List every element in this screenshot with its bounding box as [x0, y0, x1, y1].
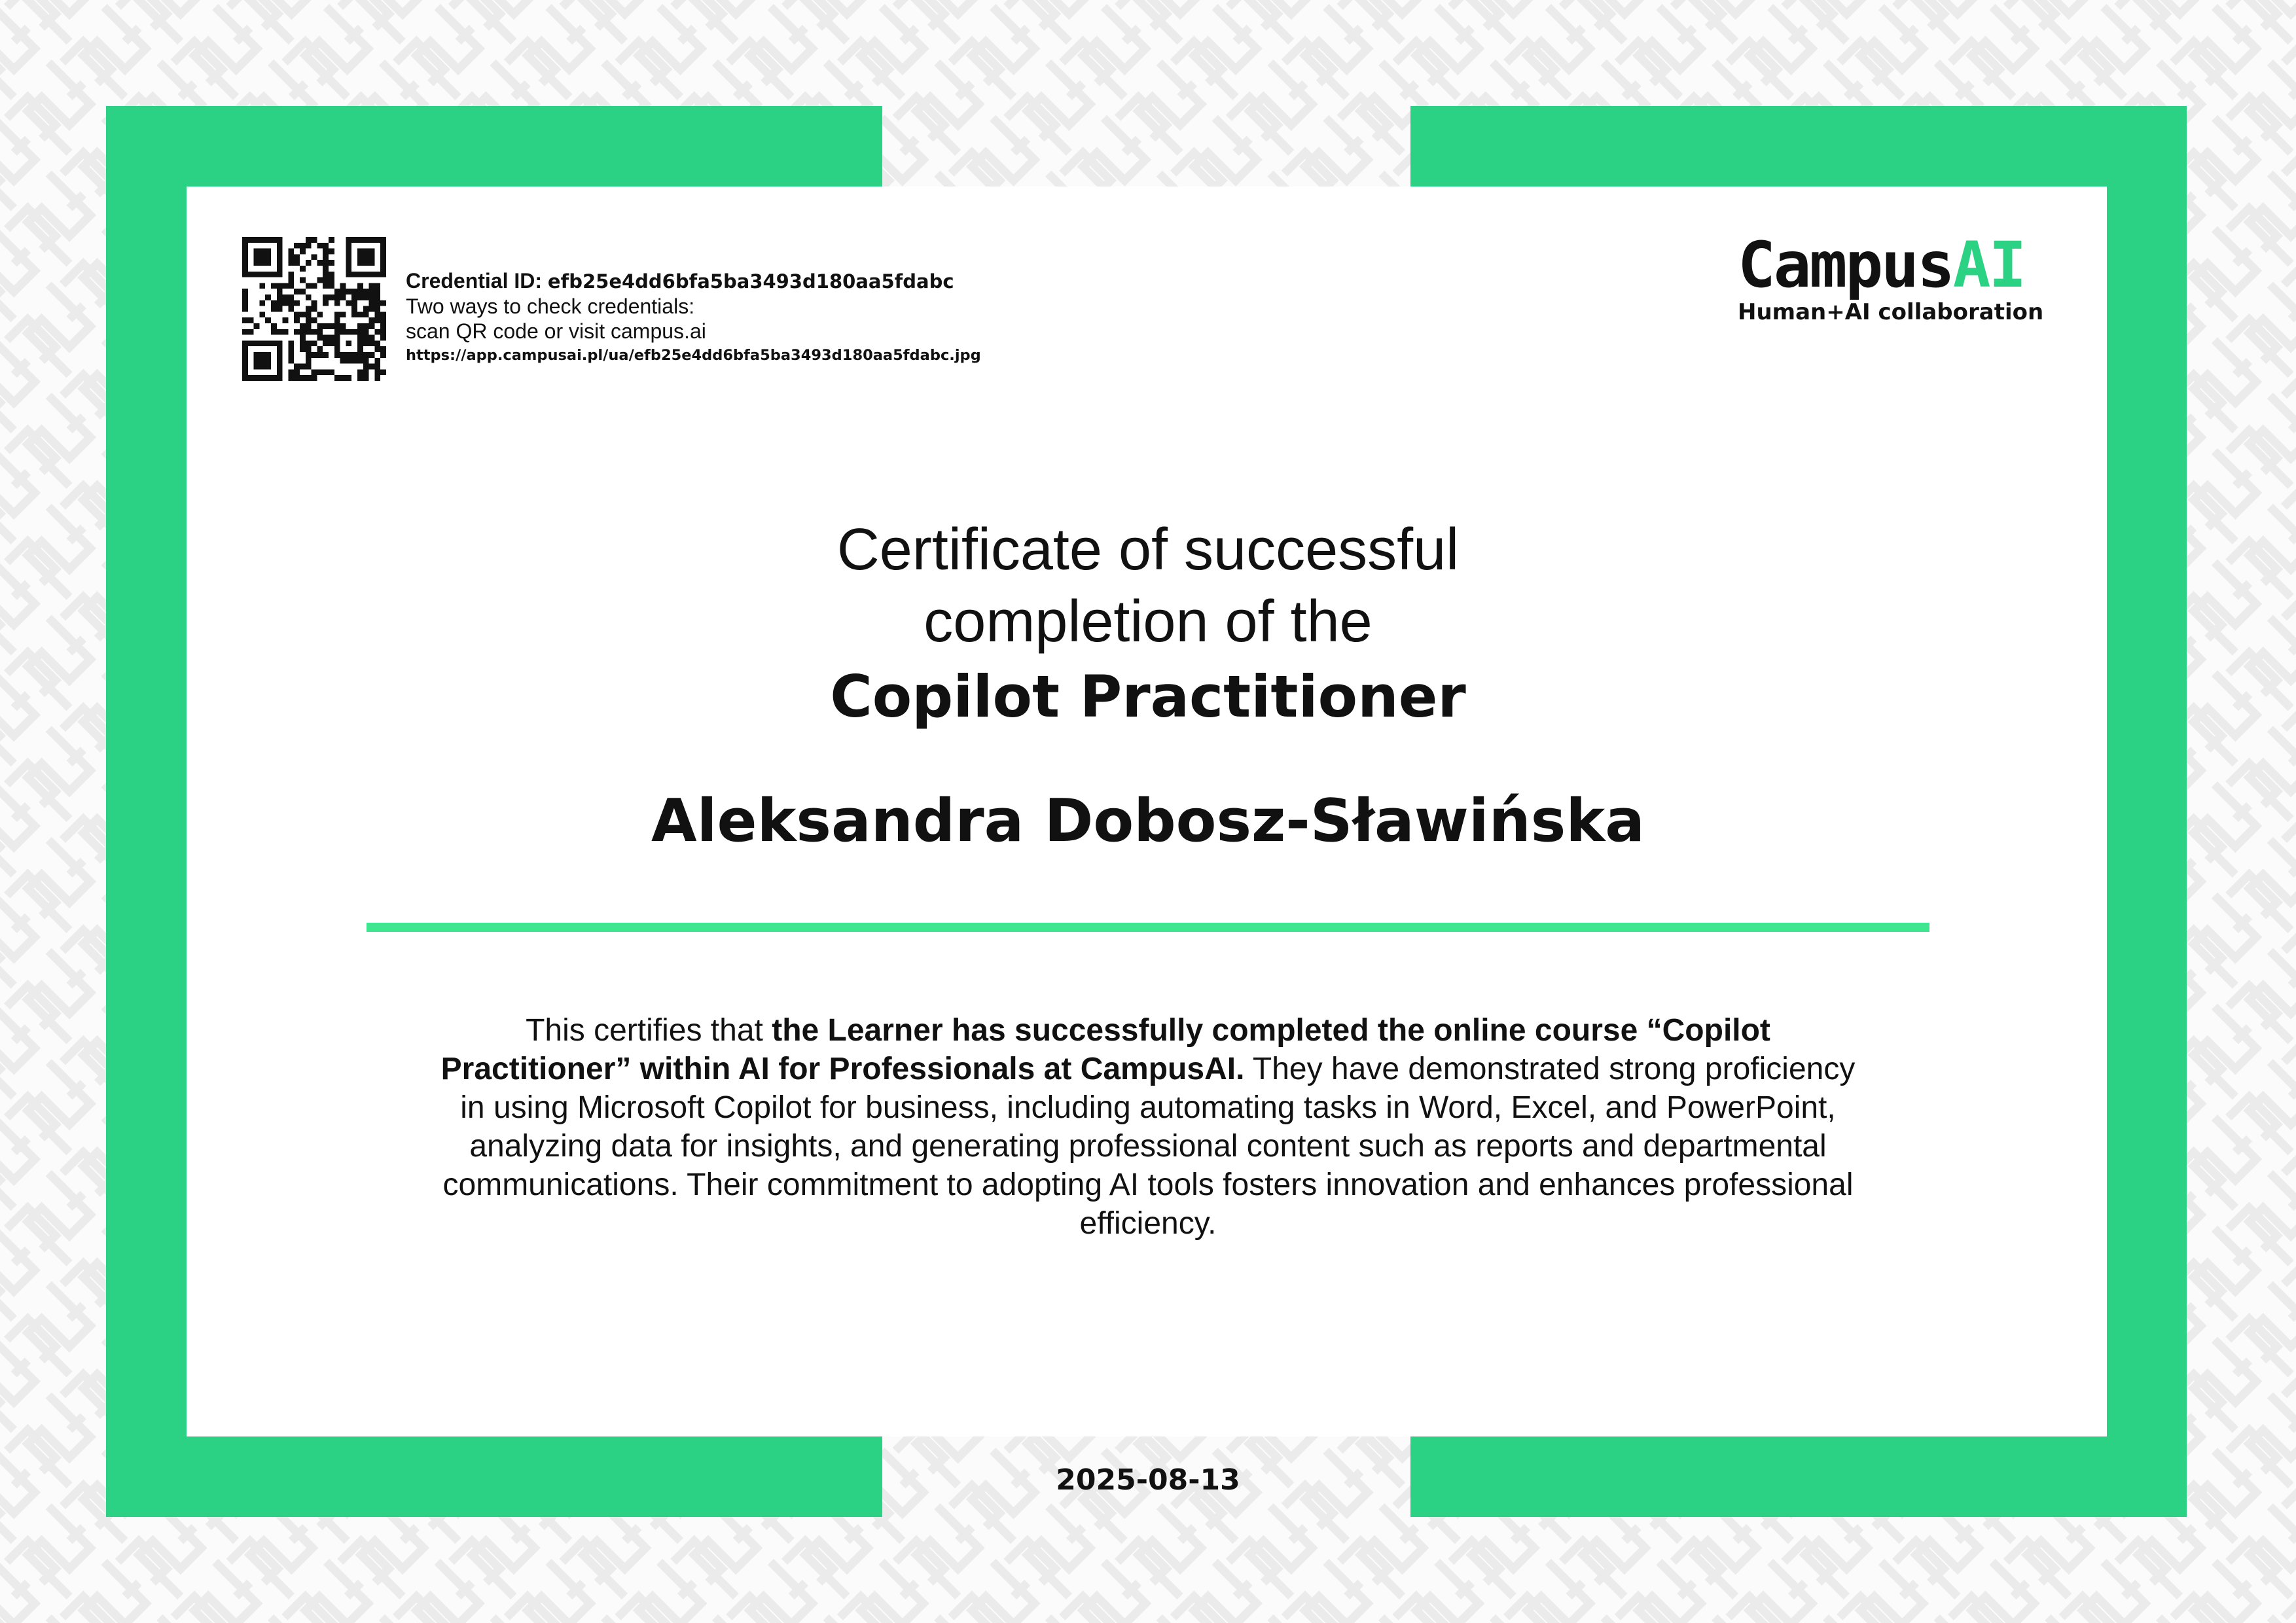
issue-date: 2025-08-13 [1056, 1463, 1240, 1497]
description-part-1: This certifies that [526, 1013, 772, 1048]
qr-code-icon[interactable] [242, 237, 386, 381]
logo-word-accent: AI [1952, 228, 2025, 302]
certificate-heading-line-1: Certificate of successful [836, 517, 1460, 582]
logo-tagline: Human+AI collaboration [1738, 299, 2044, 325]
credential-url-link[interactable]: https://app.campusai.pl/ua/efb25e4dd6bfa5ba3493d180aa5fdabc.jpg [406, 347, 981, 364]
frame-top-right-bar [1410, 106, 2187, 187]
certificate-heading-line-2: completion of the [924, 589, 1372, 654]
course-title: Copilot Practitioner [830, 663, 1466, 730]
learner-name: Aleksandra Dobosz-Sławińska [651, 787, 1645, 855]
frame-top-left-bar [106, 106, 882, 187]
credential-block [406, 268, 1126, 367]
certificate-description [432, 1011, 1864, 1243]
certificate-heading [0, 514, 2296, 658]
credential-check-line-2: scan QR code or visit campus.ai [406, 319, 706, 343]
description-part-3: They have demonstrated strong proficiency in using Microsoft Copilot for business, including automating tasks in Word, Excel, and PowerPoint, analyzing data for insights, and generating professional content such as reports and departmental communications. Their commitment to adopting AI tools fosters innovation and enhances professional efficiency. [442, 1052, 1856, 1241]
divider-line [367, 923, 1929, 932]
credential-check-line-1: Two ways to check credentials: [406, 294, 695, 318]
logo-wordmark [1738, 228, 2045, 302]
credential-id-label: Credential ID: [406, 269, 543, 293]
description-part-2-bold: the Learner has successfully completed the online course “Copilot Practitioner” within AI for Professionals at CampusAI. [440, 1013, 1770, 1086]
logo-word-main: Campus [1738, 228, 1953, 302]
credential-id-value: efb25e4dd6bfa5ba3493d180aa5fdabc [547, 270, 954, 293]
credential-id-line [406, 268, 1126, 294]
campusai-logo [1738, 228, 2045, 327]
